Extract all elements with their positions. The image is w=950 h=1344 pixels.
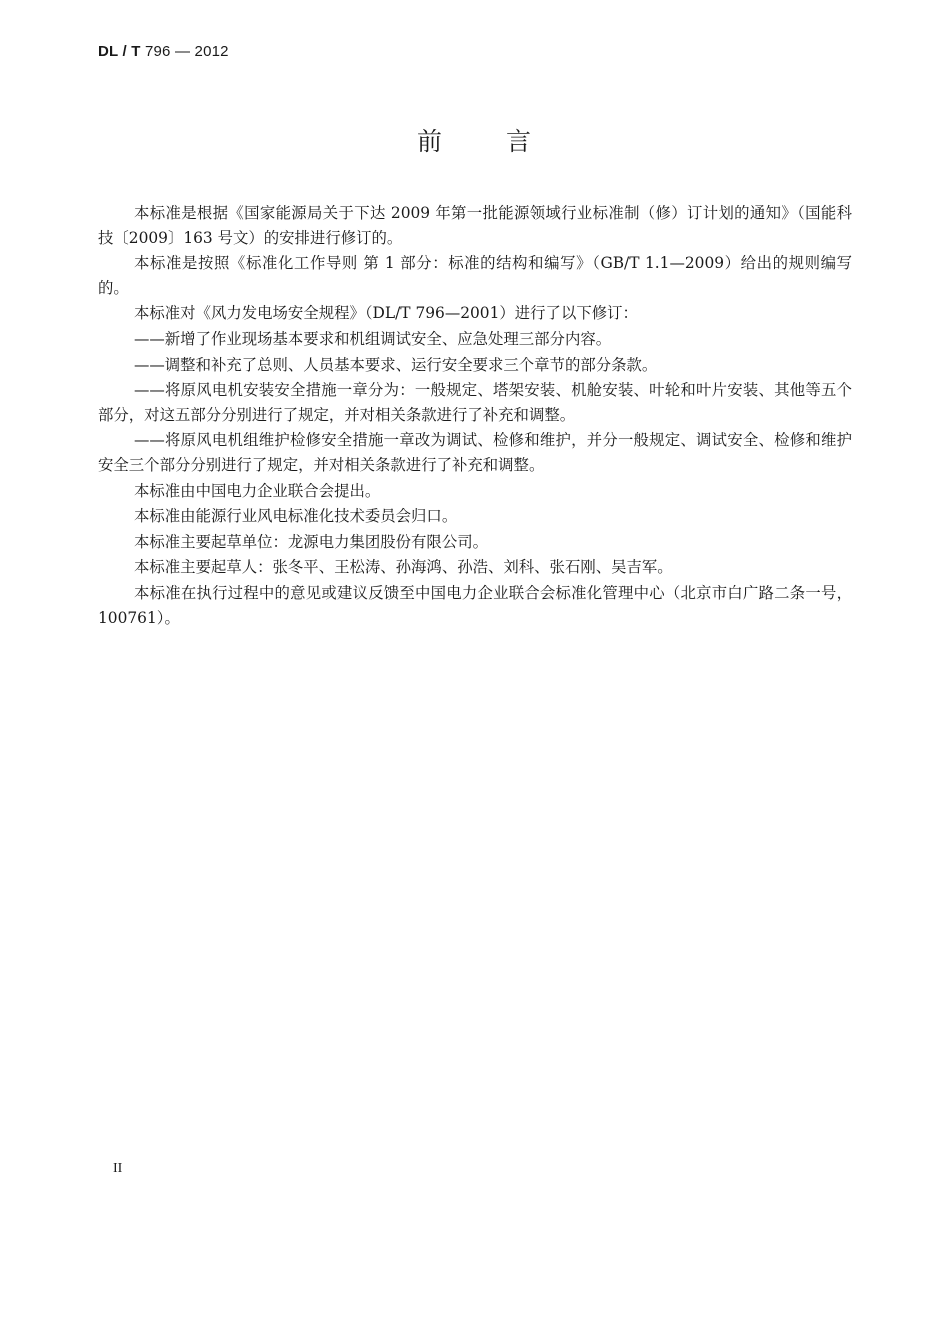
paragraph-technical-committee: 本标准由能源行业风电标准化技术委员会归口。 bbox=[134, 507, 458, 526]
document-code-prefix: DL / T bbox=[98, 43, 141, 60]
page-number: II bbox=[113, 1161, 123, 1176]
document-code-number: 796 — 2012 bbox=[140, 43, 229, 60]
revision-item: ——调整和补充了总则、人员基本要求、运行安全要求三个章节的部分条款。 bbox=[134, 355, 658, 374]
paragraph-feedback: 本标准在执行过程中的意见或建议反馈至中国电力企业联合会标准化管理中心（北京市白广路二条一号，100761）。 bbox=[98, 583, 852, 627]
paragraph-revision-intro: 本标准对《风力发电场安全规程》（DL/T 796—2001）进行了以下修订： bbox=[134, 304, 638, 323]
paragraph-basis: 本标准是根据《国家能源局关于下达 2009 年第一批能源领域行业标准制（修）订计划的通知》（国能科技〔2009〕163 号文）的安排进行修订的。 bbox=[98, 204, 852, 247]
revision-item: ——新增了作业现场基本要求和机组调试安全、应急处理三部分内容。 bbox=[134, 329, 612, 348]
paragraph-drafting-unit: 本标准主要起草单位：龙源电力集团股份有限公司。 bbox=[134, 532, 488, 551]
revision-item: ——将原风电机安装安全措施一章分为：一般规定、塔架安装、机舱安装、叶轮和叶片安装、其他等五个部分，对这五部分分别进行了规定，并对相关条款进行了补充和调整。 bbox=[98, 381, 852, 424]
page-title bbox=[0, 122, 950, 158]
document-code-header bbox=[98, 43, 229, 60]
page-title-char-2: 言 bbox=[506, 127, 534, 156]
foreword-body bbox=[98, 201, 852, 631]
paragraph-proposer: 本标准由中国电力企业联合会提出。 bbox=[134, 481, 381, 500]
paragraph-drafting-rules: 本标准是按照《标准化工作导则 第 1 部分：标准的结构和编写》（GB/T 1.1—2009）给出的规则编写的。 bbox=[98, 254, 852, 297]
paragraph-drafters: 本标准主要起草人：张冬平、王松涛、孙海鸿、孙浩、刘科、张石刚、吴吉军。 bbox=[134, 558, 673, 577]
revision-item: ——将原风电机组维护检修安全措施一章改为调试、检修和维护，并分一般规定、调试安全、检修和维护安全三个部分分别进行了规定，并对相关条款进行了补充和调整。 bbox=[98, 431, 852, 474]
page-title-char-1: 前 bbox=[416, 127, 444, 156]
